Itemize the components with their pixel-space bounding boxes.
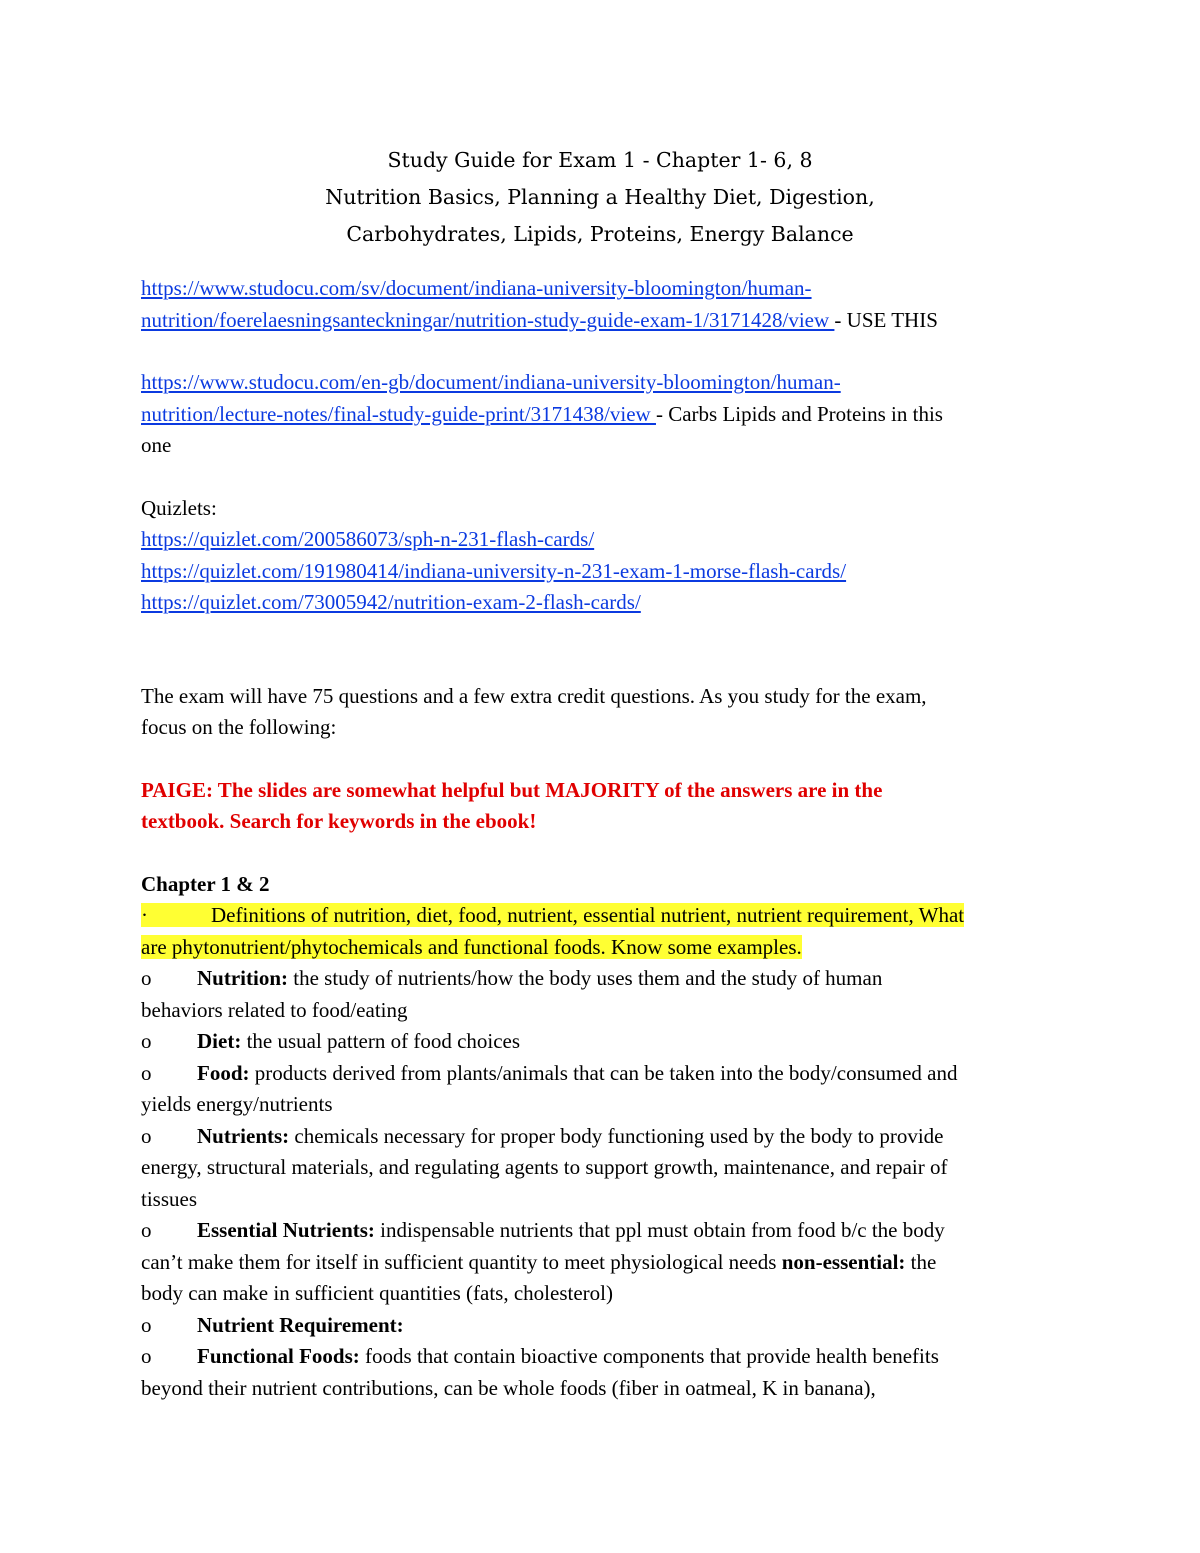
def-text: foods that contain bioactive components that provide health benefits [359, 1344, 939, 1368]
chapter-bullet-line-1 [141, 900, 1059, 932]
term-diet: Diet: [197, 1029, 242, 1053]
document-body [141, 142, 1059, 1404]
document-title [0, 142, 1200, 253]
sub-marker: o [141, 1123, 152, 1148]
list-item [141, 1215, 1059, 1247]
studocu-link-1-line-1 [141, 273, 1059, 305]
def-text: products derived from plants/animals that can be taken into the body/consumed and [249, 1060, 958, 1085]
studocu-link-2a[interactable]: https://www.studocu.com/en-gb/document/indiana-university-bloomington/human- [141, 370, 841, 394]
list-item-cont: energy, structural materials, and regulating agents to support growth, maintenance, and repair of [141, 1155, 948, 1179]
term-nutrients: Nutrients: [197, 1123, 290, 1148]
studocu-link-1a[interactable]: https://www.studocu.com/sv/document/indiana-university-bloomington/human- [141, 276, 812, 300]
sub-marker: o [141, 1344, 152, 1368]
quizlets-label: Quizlets: [141, 495, 217, 520]
studocu-link-1b[interactable]: nutrition/foerelaesningsanteckningar/nutrition-study-guide-exam-1/3171428/view [141, 307, 835, 332]
bullet-text-2: are phytonutrient/phytochemicals and functional foods. Know some examples. [141, 934, 802, 959]
studocu-link-1-note: - USE THIS [834, 307, 938, 332]
def-text: indispensable nutrients that ppl must obtain from food b/c the body [374, 1218, 945, 1242]
term-nutrient-requirement: Nutrient Requirement: [197, 1312, 404, 1337]
term-essential-nutrients: Essential Nutrients: [197, 1218, 375, 1242]
note-line-1: PAIGE: The slides are somewhat helpful but MAJORITY of the answers are in the [141, 777, 883, 802]
bullet-marker: · [141, 903, 148, 927]
quizlet-link-3[interactable]: https://quizlet.com/73005942/nutrition-exam-2-flash-cards/ [141, 590, 641, 614]
list-item [141, 1341, 1059, 1373]
studocu-link-1-line-2 [141, 305, 1059, 337]
list-item-cont: beyond their nutrient contributions, can be whole foods (fiber in oatmeal, K in banana), [141, 1375, 876, 1400]
def-text: the study of nutrients/how the body uses them and the study of human [288, 966, 883, 990]
list-item [141, 1058, 1059, 1090]
studocu-link-2-line-1 [141, 367, 1059, 399]
intro-line-2: focus on the following: [141, 715, 337, 739]
note-line-2: textbook. Search for keywords in the ebook! [141, 809, 537, 833]
def-text: the usual pattern of food choices [241, 1029, 521, 1053]
term-nutrition: Nutrition: [197, 966, 288, 990]
list-item [141, 1121, 1059, 1153]
list-item-cont [141, 1247, 1059, 1279]
studocu-link-2-note: - Carbs Lipids and Proteins in this [655, 401, 943, 426]
chapter-heading: Chapter 1 & 2 [141, 871, 270, 896]
quizlet-link-2[interactable]: https://quizlet.com/191980414/indiana-university-n-231-exam-1-morse-flash-cards/ [141, 558, 847, 583]
title-line-2: Nutrition Basics, Planning a Healthy Diet, Digestion, [325, 185, 875, 209]
list-item-cont: behaviors related to food/eating [141, 997, 408, 1022]
title-line-1: Study Guide for Exam 1 - Chapter 1- 6, 8 [387, 148, 813, 172]
chapter-bullet-line-2 [141, 932, 1059, 964]
list-item-cont: body can make in sufficient quantities (fats, cholesterol) [141, 1281, 613, 1305]
def-text: the [905, 1249, 937, 1274]
intro-line-1: The exam will have 75 questions and a few extra credit questions. As you study for the exam, [141, 683, 927, 708]
sub-marker: o [141, 1312, 152, 1337]
term-functional-foods: Functional Foods: [197, 1344, 360, 1368]
title-line-3: Carbohydrates, Lipids, Proteins, Energy Balance [346, 222, 854, 246]
list-item [141, 1310, 1059, 1342]
studocu-link-2-line-2 [141, 399, 1059, 431]
term-non-essential: non-essential: [781, 1249, 906, 1274]
sub-marker: o [141, 1029, 152, 1053]
sub-marker: o [141, 1060, 152, 1085]
list-item [141, 1026, 1059, 1058]
sub-marker: o [141, 966, 152, 990]
studocu-link-2b[interactable]: nutrition/lecture-notes/final-study-guide-print/3171438/view [141, 401, 656, 426]
def-text: can’t make them for itself in sufficient quantity to meet physiological needs [141, 1249, 782, 1274]
def-text: chemicals necessary for proper body functioning used by the body to provide [289, 1123, 944, 1148]
list-item [141, 963, 1059, 995]
bullet-text-1: Definitions of nutrition, diet, food, nutrient, essential nutrient, nutrient requirement, What [211, 903, 965, 927]
list-item-cont: yields energy/nutrients [141, 1092, 333, 1116]
sub-marker: o [141, 1218, 152, 1242]
studocu-link-2-note-cont: one [141, 433, 172, 457]
term-food: Food: [197, 1060, 250, 1085]
quizlet-link-1[interactable]: https://quizlet.com/200586073/sph-n-231-flash-cards/ [141, 527, 595, 551]
list-item-cont: tissues [141, 1186, 198, 1211]
